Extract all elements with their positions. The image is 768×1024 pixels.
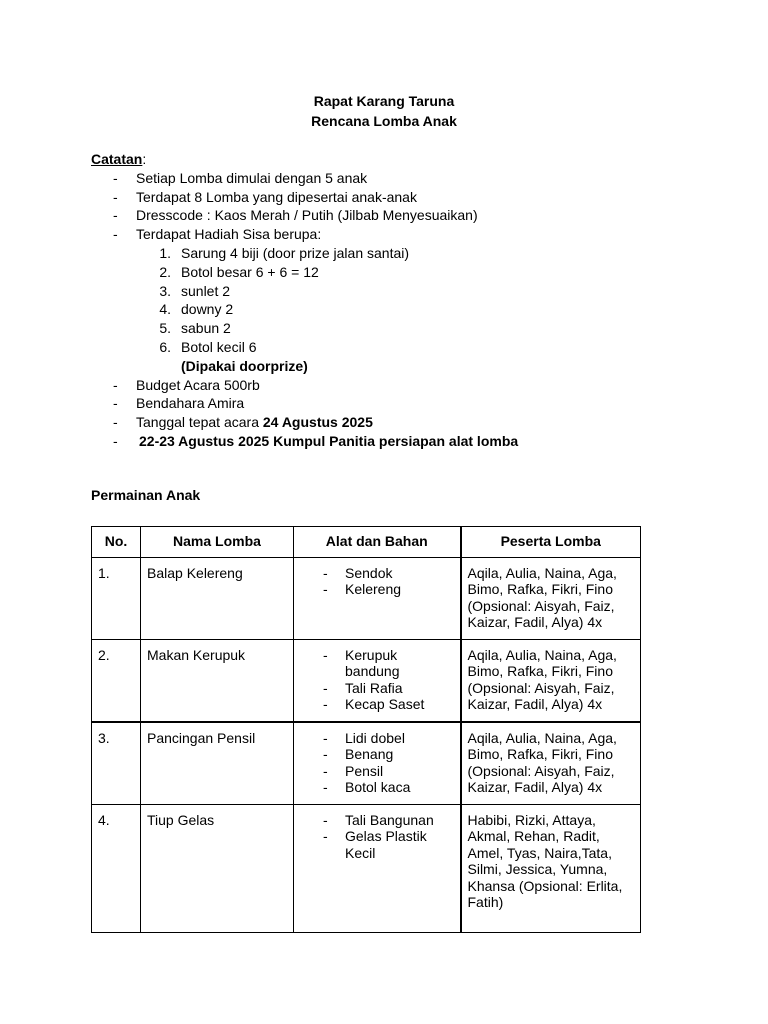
cell-participants: Aqila, Aulia, Naina, Aga, Bimo, Rafka, Fikri, Fino (Opsional: Aisyah, Faiz, Kaizar, Fadil, Alya) 4x [461,722,641,805]
cell-materials [294,722,461,805]
event-date: 24 Agustus 2025 [262,414,373,431]
cell-participants: Aqila, Aulia, Naina, Aga, Bimo, Rafka, Fikri, Fino (Opsional: Aisyah, Faiz, Kaizar, Fadil, Alya) 4x [461,639,641,722]
table-row [92,804,641,932]
event-date-prefix: Tanggal tepat acara [136,414,263,431]
cell-participants: Habibi, Rizki, Attaya, Akmal, Rehan, Radit, Amel, Tyas, Naira,Tata, Silmi, Jessica, Yumna, Khansa (Opsional: Erlita, Fatih) [461,804,641,932]
material-item: - Sendok [323,564,393,581]
material-item: - Gelas Plastik Kecil [323,828,427,861]
prize-item: 1. Sarung 4 biji (door prize jalan santai) [159,244,410,261]
cell-participants: Aqila, Aulia, Naina, Aga, Bimo, Rafka, Fikri, Fino (Opsional: Aisyah, Faiz, Kaizar, Fadil, Alya) 4x [461,557,641,639]
list-item: - Dresscode : Kaos Merah / Putih (Jilbab Menyesuaikan) [113,207,478,224]
notes-label: Catatan [91,151,143,167]
table-header-row [92,527,641,558]
event-date-item: - Tanggal tepat acara 24 Agustus 2025 [113,414,373,431]
header-name: Nama Lomba [141,527,294,558]
header-materials: Alat dan Bahan [294,527,461,558]
material-item: - Kelereng [323,581,402,597]
notes-colon: : [142,151,147,167]
prep-text: 22-23 Agustus 2025 Kumpul Panitia persiapan alat lomba [139,432,519,449]
table-row [92,722,641,805]
cell-name: Balap Kelereng [141,557,294,639]
prizes-note: (Dipakai doorprize) [181,357,308,374]
list-item: - Terdapat 8 Lomba yang dipesertai anak-anak [113,188,417,205]
cell-no: 3. [92,722,141,805]
notes-heading [91,150,691,169]
cell-materials [294,639,461,722]
competition-table [91,526,641,933]
list-item: - Terdapat Hadiah Sisa berupa: [113,226,322,243]
prep-item: - 22-23 Agustus 2025 Kumpul Panitia persiapan alat lomba [113,432,519,449]
cell-materials [294,804,461,932]
cell-name: Tiup Gelas [141,804,294,932]
material-item: - Kerupuk bandung [323,646,400,679]
document-title: Rapat Karang Taruna [313,93,455,109]
material-item: - Pensil [323,762,384,779]
cell-name: Pancingan Pensil [141,722,294,805]
material-item: - Lidi dobel [323,729,405,746]
material-item: - Benang [323,746,394,762]
prize-item: 4. downy 2 [159,301,234,318]
cell-no: 2. [92,639,141,722]
cell-materials [294,557,461,639]
table-row [92,639,641,722]
header-participants: Peserta Lomba [461,527,641,558]
cell-name: Makan Kerupuk [141,639,294,722]
prize-item: 6. Botol kecil 6 [159,338,257,355]
list-item: - Setiap Lomba dimulai dengan 5 anak [113,169,368,186]
material-item: - Tali Rafia [323,679,403,696]
document-subtitle: Rencana Lomba Anak [311,113,457,129]
table-row [92,557,641,639]
notes-section [91,150,691,451]
header-no: No. [92,527,141,558]
prize-item: 2. Botol besar 6 + 6 = 12 [159,263,319,280]
list-item: - Bendahara Amira [113,395,245,412]
cell-no: 4. [92,804,141,932]
material-item: - Kecap Saset [323,696,425,712]
material-item: - Botol kaca [323,779,411,795]
prize-item: 5. sabun 2 [159,320,231,337]
prize-item: 3. sunlet 2 [159,282,231,299]
section-title: Permainan Anak [91,487,201,503]
list-item: - Budget Acara 500rb [113,376,260,393]
cell-no: 1. [92,557,141,639]
material-item: - Tali Bangunan [323,811,434,828]
